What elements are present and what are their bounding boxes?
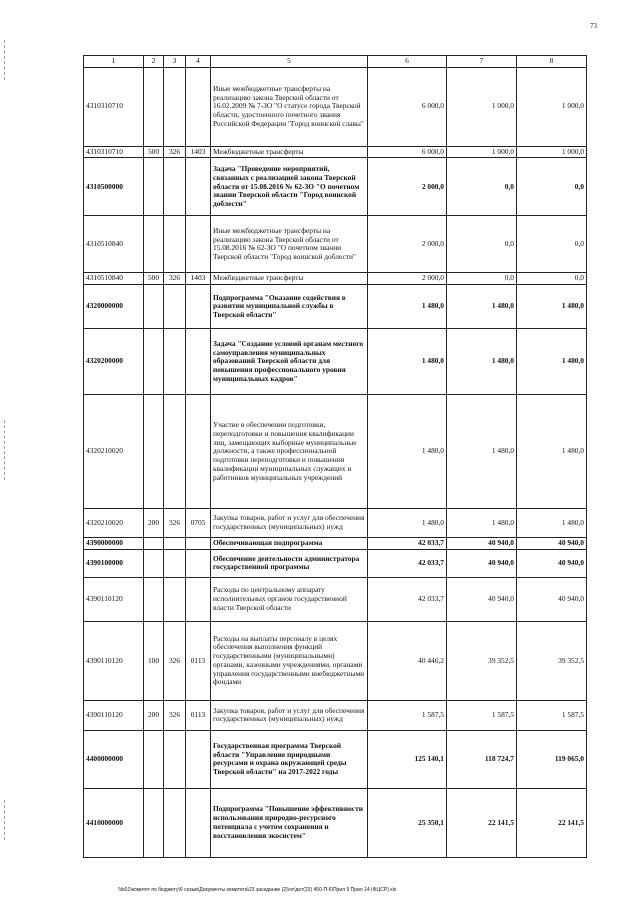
description-cell: Подпрограмма "Оказание содействия в развитии муниципальной службы в Тверской области" [211, 285, 368, 329]
description-cell: Межбюджетные трансферты [211, 273, 368, 285]
table-row [84, 146, 587, 158]
program-cell [164, 788, 186, 857]
description-cell: Государственная программа Тверской области "Управление природными ресурсами и охрана окружающей среды Тверской области" на 2017-2022 годы [211, 730, 368, 788]
amount-2020-cell: 125 140,1 [368, 730, 447, 788]
amount-2022-cell: 40 940,0 [517, 577, 587, 621]
amount-2021-cell: 39 352,5 [447, 621, 517, 700]
description-cell: Иные межбюджетные трансферты на реализацию закона Тверской области от 16.02.2009 № 7-ЗО "О статусе города Тверской области, удостоенного почетного звания Российской Федерации "Город воинской славы" [211, 67, 368, 146]
description-cell: Обеспечивающая подпрограмма [211, 538, 368, 550]
expense-type-cell: 0113 [186, 621, 211, 700]
column-header: 3 [164, 56, 186, 68]
amount-2021-cell: 40 940,0 [447, 577, 517, 621]
program-cell [164, 285, 186, 329]
expense-type-cell: 1403 [186, 146, 211, 158]
code-cell: 4310510840 [84, 216, 144, 273]
amount-2020-cell: 1 480,0 [368, 509, 447, 538]
section-cell [144, 395, 164, 509]
description-cell: Межбюджетные трансферты [211, 146, 368, 158]
description-cell: Расходы на выплаты персоналу в целях обеспечения выполнения функций государственными (муниципальными) органами, казенными учреждениями, органами управления государственными внебюджетными фондами [211, 621, 368, 700]
program-cell [164, 329, 186, 395]
section-cell: 500 [144, 146, 164, 158]
expense-type-cell [186, 67, 211, 146]
amount-2020-cell: 6 000,0 [368, 146, 447, 158]
punch-mark-bottom [4, 800, 6, 840]
amount-2021-cell: 1 480,0 [447, 509, 517, 538]
program-cell [164, 577, 186, 621]
code-cell: 4320200000 [84, 329, 144, 395]
amount-2020-cell: 1 480,0 [368, 329, 447, 395]
program-cell: 326 [164, 273, 186, 285]
amount-2022-cell: 0,0 [517, 158, 587, 216]
description-cell: Подпрограмма "Повышение эффективности использования природно-ресурсного потенциала с учетом сохранения и восстановления экосистем" [211, 788, 368, 857]
table-row [84, 329, 587, 395]
section-cell [144, 730, 164, 788]
amount-2021-cell: 1 000,0 [447, 146, 517, 158]
column-header: 2 [144, 56, 164, 68]
amount-2022-cell: 1 480,0 [517, 329, 587, 395]
program-cell: 326 [164, 146, 186, 158]
code-cell: 4310500000 [84, 158, 144, 216]
section-cell [144, 285, 164, 329]
amount-2022-cell: 40 940,0 [517, 538, 587, 550]
description-cell: Задача "Проведение мероприятий, связанных с реализацией закона Тверской области от 15.08.2016 № 62-ЗО "О почетном звании Тверской области "Город воинской доблести" [211, 158, 368, 216]
code-cell: 4310510840 [84, 273, 144, 285]
table-row [84, 395, 587, 509]
expense-type-cell [186, 285, 211, 329]
amount-2021-cell: 1 480,0 [447, 285, 517, 329]
table-row [84, 700, 587, 730]
amount-2020-cell: 2 000,0 [368, 158, 447, 216]
amount-2022-cell: 1 480,0 [517, 395, 587, 509]
punch-mark-top [4, 40, 6, 80]
table-header-row [84, 56, 587, 68]
code-cell: 4390110120 [84, 700, 144, 730]
table-row [84, 158, 587, 216]
column-header: 4 [186, 56, 211, 68]
amount-2021-cell: 40 940,0 [447, 538, 517, 550]
section-cell: 100 [144, 621, 164, 700]
code-cell: 4310310710 [84, 146, 144, 158]
amount-2021-cell: 0,0 [447, 216, 517, 273]
description-cell: Расходы по центральному аппарату исполнительных органов государственной власти Тверской области [211, 577, 368, 621]
code-cell: 4390100000 [84, 549, 144, 577]
table-row [84, 549, 587, 577]
expense-type-cell [186, 730, 211, 788]
expense-type-cell: 1403 [186, 273, 211, 285]
amount-2021-cell: 40 940,0 [447, 549, 517, 577]
description-cell: Иные межбюджетные трансферты на реализацию закона Тверской области от 15.08.2016 № 62-ЗО "О почетном звании Тверской области "Город воинской доблести" [211, 216, 368, 273]
description-cell: Обеспечение деятельности администратора государственной программы [211, 549, 368, 577]
file-path-footer: \\fs01\комитет по бюджету\6 созыв\Документы комитета\23 заседание (2)\от\дет(23) 450-П-6\Прил 9 Прил 14 (ФЦСР).xls [118, 887, 397, 893]
section-cell: 500 [144, 273, 164, 285]
amount-2022-cell: 1 480,0 [517, 285, 587, 329]
amount-2021-cell: 0,0 [447, 158, 517, 216]
table-row [84, 216, 587, 273]
expense-type-cell [186, 577, 211, 621]
program-cell [164, 67, 186, 146]
expense-type-cell [186, 395, 211, 509]
table-row [84, 730, 587, 788]
punch-mark-middle [4, 420, 6, 480]
expense-type-cell: 0113 [186, 700, 211, 730]
column-header: 7 [447, 56, 517, 68]
code-cell: 4320210020 [84, 509, 144, 538]
amount-2020-cell: 42 033,7 [368, 577, 447, 621]
table-row [84, 538, 587, 550]
amount-2021-cell: 1 000,0 [447, 67, 517, 146]
expense-type-cell [186, 788, 211, 857]
amount-2021-cell: 0,0 [447, 273, 517, 285]
section-cell [144, 158, 164, 216]
table-row [84, 577, 587, 621]
amount-2020-cell: 40 446,2 [368, 621, 447, 700]
expense-type-cell: 0705 [186, 509, 211, 538]
program-cell: 326 [164, 621, 186, 700]
amount-2021-cell: 118 724,7 [447, 730, 517, 788]
code-cell: 4320210020 [84, 395, 144, 509]
code-cell: 4310310710 [84, 67, 144, 146]
amount-2020-cell: 25 350,1 [368, 788, 447, 857]
amount-2022-cell: 22 141,5 [517, 788, 587, 857]
amount-2022-cell: 0,0 [517, 216, 587, 273]
expense-type-cell [186, 158, 211, 216]
amount-2020-cell: 42 033,7 [368, 549, 447, 577]
amount-2022-cell: 1 000,0 [517, 67, 587, 146]
code-cell: 4390110120 [84, 621, 144, 700]
section-cell [144, 538, 164, 550]
amount-2021-cell: 1 480,0 [447, 395, 517, 509]
table-row [84, 285, 587, 329]
program-cell [164, 158, 186, 216]
expense-type-cell [186, 538, 211, 550]
table-row [84, 67, 587, 146]
program-cell: 326 [164, 509, 186, 538]
code-cell: 4390000000 [84, 538, 144, 550]
amount-2020-cell: 1 587,5 [368, 700, 447, 730]
amount-2021-cell: 1 480,0 [447, 329, 517, 395]
section-cell [144, 216, 164, 273]
table-row [84, 509, 587, 538]
amount-2020-cell: 2 000,0 [368, 273, 447, 285]
description-cell: Задача "Создание условий органам местного самоуправления муниципальных образований Тверской области для повышения профессионального уровня муниципальных кадров" [211, 329, 368, 395]
column-header: 6 [368, 56, 447, 68]
section-cell [144, 67, 164, 146]
section-cell [144, 788, 164, 857]
amount-2022-cell: 1 587,5 [517, 700, 587, 730]
amount-2020-cell: 6 000,0 [368, 67, 447, 146]
table-row [84, 788, 587, 857]
amount-2022-cell: 0,0 [517, 273, 587, 285]
amount-2021-cell: 22 141,5 [447, 788, 517, 857]
description-cell: Закупка товаров, работ и услуг для обеспечения государственных (муниципальных) нужд [211, 509, 368, 538]
amount-2020-cell: 42 033,7 [368, 538, 447, 550]
amount-2022-cell: 40 940,0 [517, 549, 587, 577]
description-cell: Закупка товаров, работ и услуг для обеспечения государственных (муниципальных) нужд [211, 700, 368, 730]
section-cell: 200 [144, 509, 164, 538]
budget-table [83, 55, 587, 858]
expense-type-cell [186, 549, 211, 577]
program-cell [164, 730, 186, 788]
section-cell [144, 549, 164, 577]
amount-2022-cell: 39 352,5 [517, 621, 587, 700]
amount-2020-cell: 2 000,0 [368, 216, 447, 273]
code-cell: 4400000000 [84, 730, 144, 788]
page-number: 73 [590, 22, 597, 30]
program-cell [164, 549, 186, 577]
amount-2022-cell: 1 000,0 [517, 146, 587, 158]
amount-2020-cell: 1 480,0 [368, 285, 447, 329]
expense-type-cell [186, 216, 211, 273]
table-row [84, 273, 587, 285]
table-row [84, 621, 587, 700]
expense-type-cell [186, 329, 211, 395]
code-cell: 4320000000 [84, 285, 144, 329]
program-cell [164, 538, 186, 550]
amount-2020-cell: 1 480,0 [368, 395, 447, 509]
column-header: 8 [517, 56, 587, 68]
section-cell: 200 [144, 700, 164, 730]
code-cell: 4410000000 [84, 788, 144, 857]
section-cell [144, 329, 164, 395]
program-cell [164, 216, 186, 273]
section-cell [144, 577, 164, 621]
code-cell: 4390110120 [84, 577, 144, 621]
amount-2021-cell: 1 587,5 [447, 700, 517, 730]
amount-2022-cell: 1 480,0 [517, 509, 587, 538]
amount-2022-cell: 119 065,0 [517, 730, 587, 788]
program-cell [164, 395, 186, 509]
column-header: 5 [211, 56, 368, 68]
description-cell: Участие в обеспечении подготовки, переподготовки и повышения квалификации лиц, замещающих выборные муниципальные должности, а также профессиональной подготовки переподготовки и повышения квалификации муниципальных служащих и работников муниципальных учреждений [211, 395, 368, 509]
program-cell: 326 [164, 700, 186, 730]
column-header: 1 [84, 56, 144, 68]
